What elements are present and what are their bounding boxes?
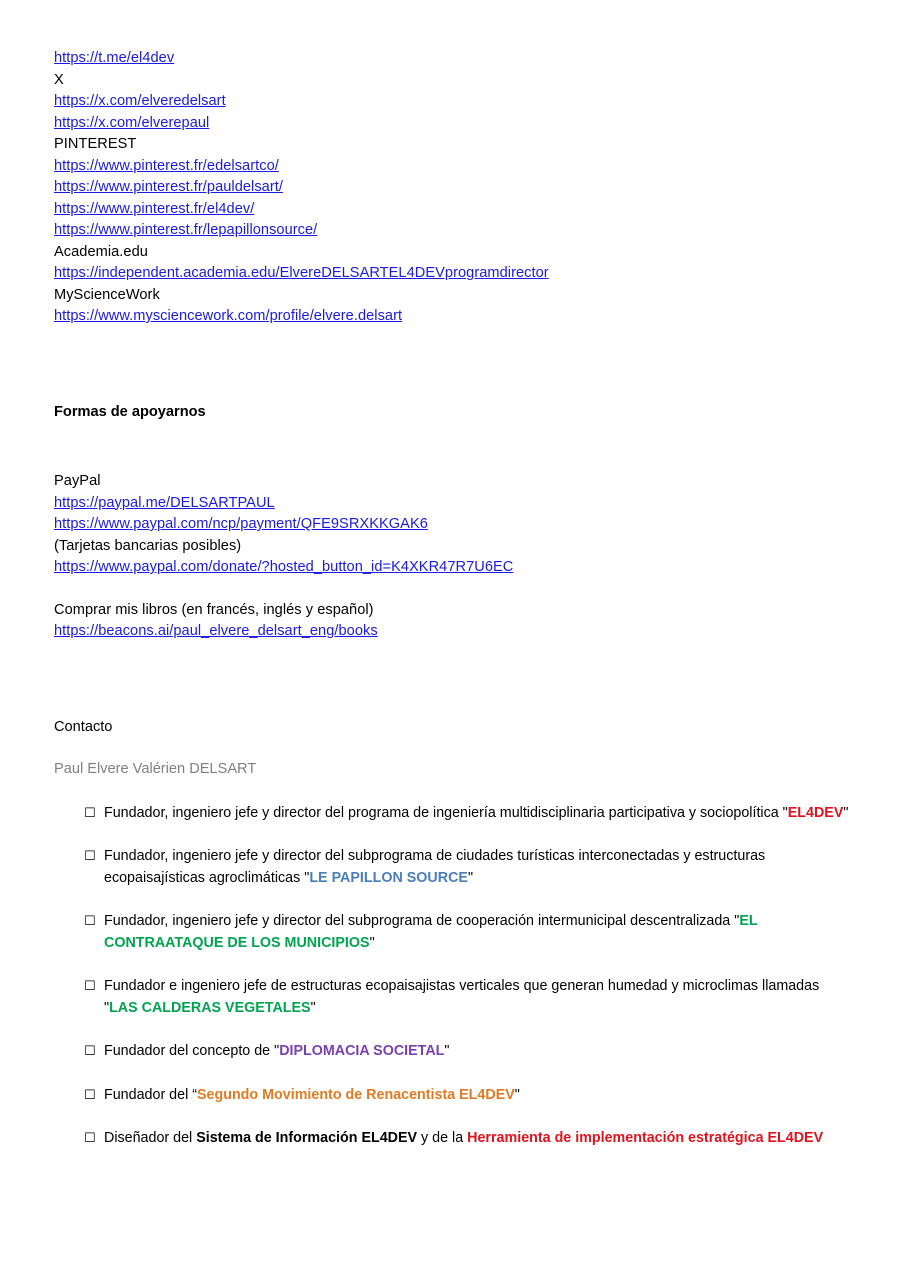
text-run-plain: y de la (417, 1130, 468, 1146)
spacer-before-contact (54, 643, 851, 717)
text-run-quote: " (843, 804, 849, 821)
bullet-text (104, 1128, 851, 1150)
text-run-plain: Fundador e ingeniero jefe de estructuras ecopaisajistas verticales que generan humedad y microclimas llamadas (104, 978, 820, 994)
text-run-quote: " (310, 999, 316, 1016)
text-run-purple: DIPLOMACIA SOCIETAL (279, 1043, 445, 1059)
empty-square-bullet-icon: ☐ (84, 914, 96, 929)
text-line: (Tarjetas bancarias posibles) (54, 537, 242, 554)
text-run-plain: Fundador, ingeniero jefe y director del subprograma de ciudades turísticas interconectadas y estructuras ecopaisajísticas agroclimáticas (104, 848, 766, 886)
text-run-plain: Fundador, ingeniero jefe y director del subprograma de cooperación intermunicipal descentralizada (104, 913, 735, 929)
text-run-red: EL4DEV (787, 804, 844, 821)
hyperlink[interactable]: https://beacons.ai/paul_elvere_delsart_eng/books (54, 623, 378, 639)
hyperlink[interactable]: https://www.pinterest.fr/el4dev/ (54, 200, 255, 217)
hyperlink[interactable]: https://www.pinterest.fr/pauldelsart/ (54, 179, 283, 195)
bullet-text (104, 846, 851, 889)
hyperlink[interactable]: https://www.pinterest.fr/lepapillonsource/ (54, 222, 318, 238)
text-line: PINTEREST (54, 136, 137, 152)
hyperlink[interactable]: https://www.paypal.com/donate/?hosted_button_id=K4XKR47R7U6EC (54, 559, 514, 575)
hyperlink[interactable]: https://www.paypal.com/ncp/payment/QFE9SRXKKGAK6 (54, 516, 428, 532)
text-run-quote: " (444, 1043, 450, 1059)
bullet-text (104, 1041, 851, 1063)
link-line (54, 91, 851, 113)
empty-square-bullet-icon: ☐ (84, 1087, 96, 1103)
social-links-block (54, 48, 851, 328)
text-line: Academia.edu (54, 243, 148, 260)
bullet-le-papillon-source (54, 846, 851, 889)
spacer-before-support-heading (54, 328, 851, 402)
bullet-text (104, 803, 851, 825)
link-line (54, 263, 851, 285)
bullet-el4dev (54, 803, 851, 825)
text-run-quote: " (514, 1086, 520, 1103)
text-run-quote: " (104, 999, 110, 1016)
text-run-green: LAS CALDERAS VEGETALES (109, 999, 311, 1016)
hyperlink[interactable]: https://www.pinterest.fr/edelsartco/ (54, 157, 279, 174)
hyperlink[interactable]: https://t.me/el4dev (54, 50, 175, 66)
hyperlink[interactable]: https://paypal.me/DELSARTPAUL (54, 494, 275, 511)
bullet-text (104, 1085, 851, 1107)
text-line: MyScienceWork (54, 286, 160, 303)
roles-bullet-list (54, 803, 851, 1150)
support-heading: Formas de apoyarnos (54, 403, 206, 420)
bullet-diplomacia-societal (54, 1041, 851, 1063)
text-run-quote: “ (192, 1086, 197, 1103)
text-run-quote: " (782, 804, 788, 821)
link-line (54, 493, 851, 515)
text-run-quote: " (274, 1043, 280, 1059)
link-line (54, 220, 851, 242)
text-run-plain: Fundador, ingeniero jefe y director del programa de ingeniería multidisciplinaria participativa y sociopolítica (104, 804, 783, 821)
contact-label: Contacto (54, 718, 113, 735)
link-line (54, 156, 851, 178)
spacer-before-person (54, 738, 851, 759)
text-run-red: Herramienta de implementación estratégica EL4DEV (467, 1130, 824, 1146)
empty-square-bullet-icon: ☐ (84, 979, 96, 994)
link-line (54, 621, 851, 643)
text-line: PayPal (54, 473, 101, 489)
text-run-plain: Fundador del concepto de (104, 1043, 275, 1059)
hyperlink[interactable]: https://www.mysciencework.com/profile/elvere.delsart (54, 308, 403, 324)
paypal-block (54, 471, 851, 579)
text-run-bold: Sistema de Información EL4DEV (196, 1130, 418, 1146)
text-run-quote: " (304, 869, 310, 886)
bullet-text (104, 911, 851, 954)
text-run-blue: LE PAPILLON SOURCE (309, 869, 468, 886)
link-line (54, 557, 851, 579)
text-run-quote: " (467, 869, 474, 886)
spacer-after-support-heading (54, 423, 851, 471)
text-run-quote: " (734, 913, 740, 929)
empty-square-bullet-icon: ☐ (84, 1131, 96, 1146)
person-name: Paul Elvere Valérien DELSART (54, 761, 257, 777)
link-line (54, 177, 851, 199)
text-run-plain: Fundador del (104, 1086, 193, 1103)
bullet-text (104, 976, 851, 1019)
bullet-calderas-vegetales (54, 976, 851, 1019)
hyperlink[interactable]: https://independent.academia.edu/ElvereDELSARTEL4DEVprogramdirector (54, 265, 549, 281)
link-line (54, 113, 851, 135)
bullet-segundo-movimiento-renacentista (54, 1085, 851, 1107)
link-line (54, 514, 851, 536)
bullet-sistema-informacion (54, 1128, 851, 1150)
text-run-orange: Segundo Movimiento de Renacentista EL4DEV (197, 1086, 515, 1103)
empty-square-bullet-icon: ☐ (84, 805, 96, 821)
hyperlink[interactable]: https://x.com/elveredelsart (54, 93, 226, 109)
spacer-before-books (54, 579, 851, 600)
empty-square-bullet-icon: ☐ (84, 849, 96, 864)
text-run-quote: " (369, 934, 375, 951)
link-line (54, 199, 851, 221)
books-block (54, 600, 851, 643)
text-run-plain: Diseñador del (104, 1130, 197, 1146)
empty-square-bullet-icon: ☐ (84, 1044, 96, 1059)
hyperlink[interactable]: https://x.com/elverepaul (54, 114, 210, 131)
link-line (54, 306, 851, 328)
bullet-contraataque-municipios (54, 911, 851, 954)
text-line: Comprar mis libros (en francés, inglés y español) (54, 601, 374, 618)
link-line (54, 48, 851, 70)
text-line: X (54, 71, 64, 88)
text-run-green: EL CONTRAATAQUE DE LOS MUNICIPIOS (104, 913, 758, 951)
